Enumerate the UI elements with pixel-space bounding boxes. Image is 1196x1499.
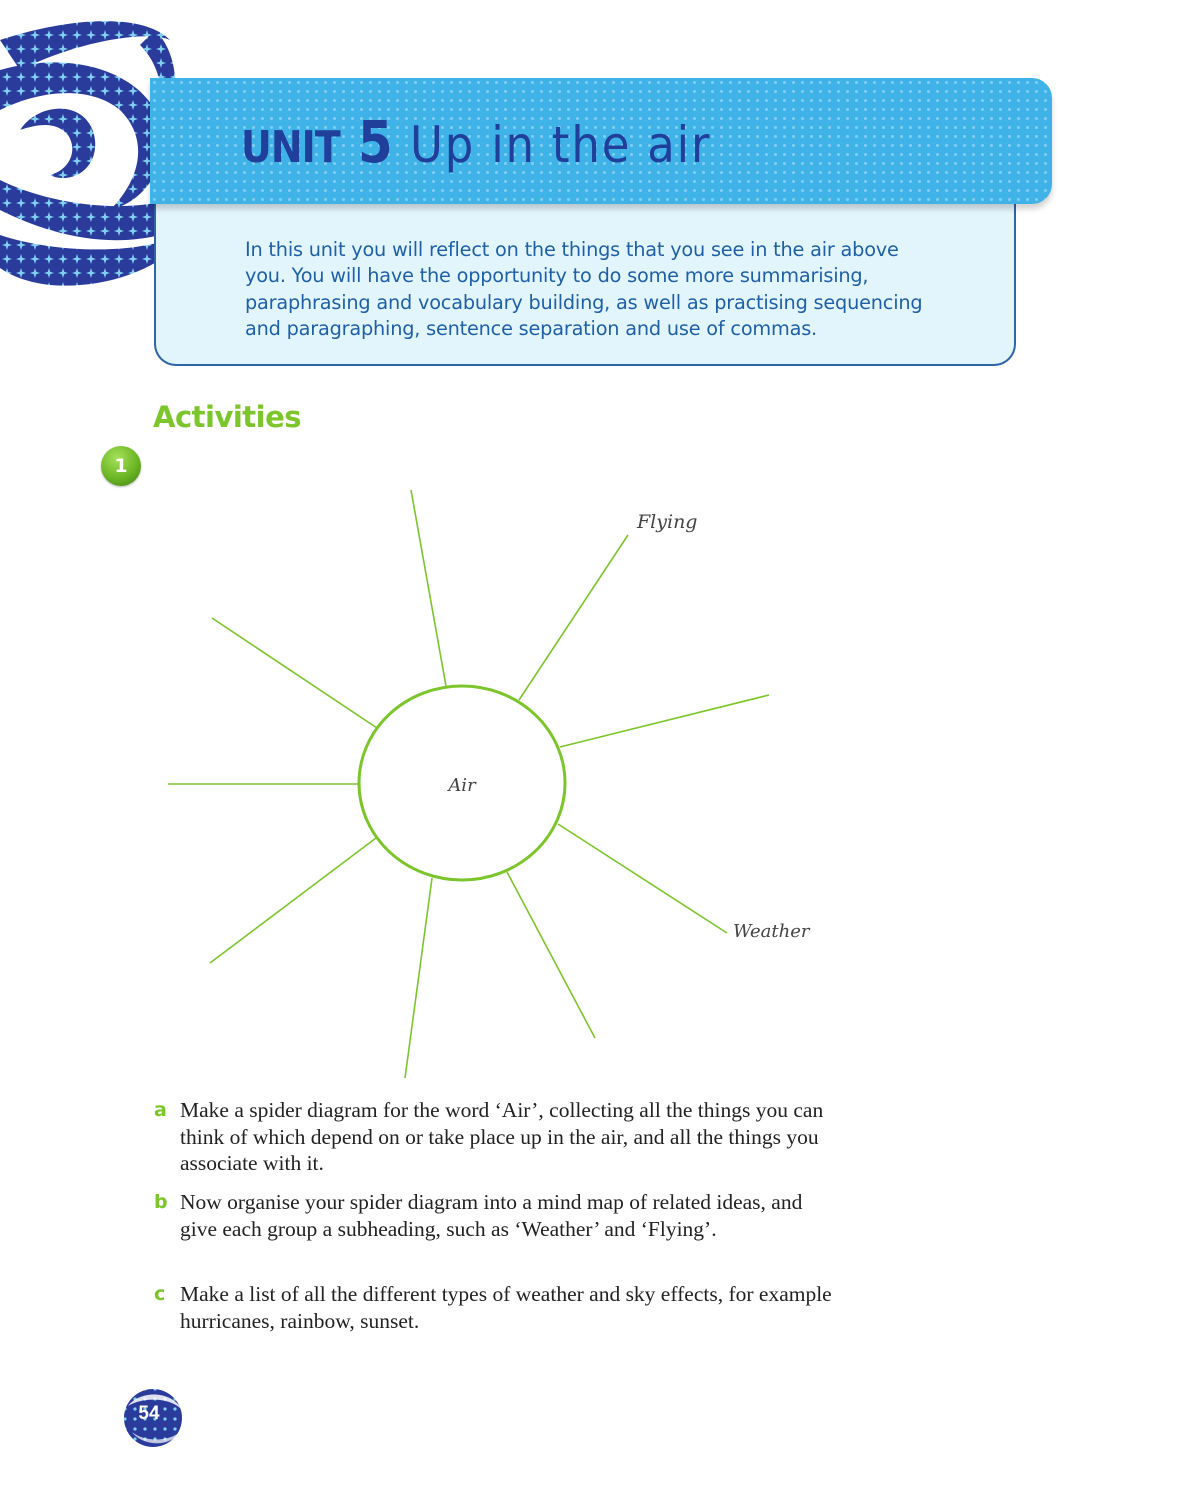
spider-center-label: Air xyxy=(448,775,476,796)
task-letter: b xyxy=(154,1191,168,1213)
spider-branch xyxy=(405,878,432,1078)
task-letter: a xyxy=(154,1099,167,1121)
unit-label: UNIT xyxy=(241,122,340,173)
spider-branch xyxy=(507,872,595,1038)
intro-text: In this unit you will reflect on the things that you see in the air above you. You will have the opportunity to do some more summarising, paraphrasing and vocabulary building, as well as practising sequencing and paragraphing, sentence separation and use of commas. xyxy=(245,238,923,340)
spider-branch xyxy=(212,618,377,728)
activities-heading: Activities xyxy=(153,400,302,434)
task-text: Make a list of all the different types of weather and sky effects, for example hurricanes, rainbow, sunset. xyxy=(180,1282,832,1333)
task-item xyxy=(154,1097,844,1177)
spider-branch xyxy=(519,535,628,700)
spider-branch xyxy=(558,824,727,933)
unit-number: 5 xyxy=(357,108,393,176)
task-item xyxy=(154,1189,844,1242)
spider-branch xyxy=(210,838,376,963)
task-item xyxy=(154,1281,844,1334)
spider-branch xyxy=(411,490,446,686)
task-text: Now organise your spider diagram into a mind map of related ideas, and give each group a subheading, such as ‘Weather’ and ‘Flying’. xyxy=(180,1190,803,1241)
unit-name: Up in the air xyxy=(410,116,712,174)
task-letter: c xyxy=(154,1283,166,1305)
spider-branch-label-weather: Weather xyxy=(733,921,810,942)
spider-branch-label-flying: Flying xyxy=(637,511,698,533)
spider-branch xyxy=(560,695,769,747)
task-text: Make a spider diagram for the word ‘Air’, collecting all the things you can think of which depend on or take place up in the air, and all the things you associate with it. xyxy=(180,1098,824,1175)
activity-number-badge: 1 xyxy=(101,446,141,486)
page-number: 54 xyxy=(138,1403,160,1424)
